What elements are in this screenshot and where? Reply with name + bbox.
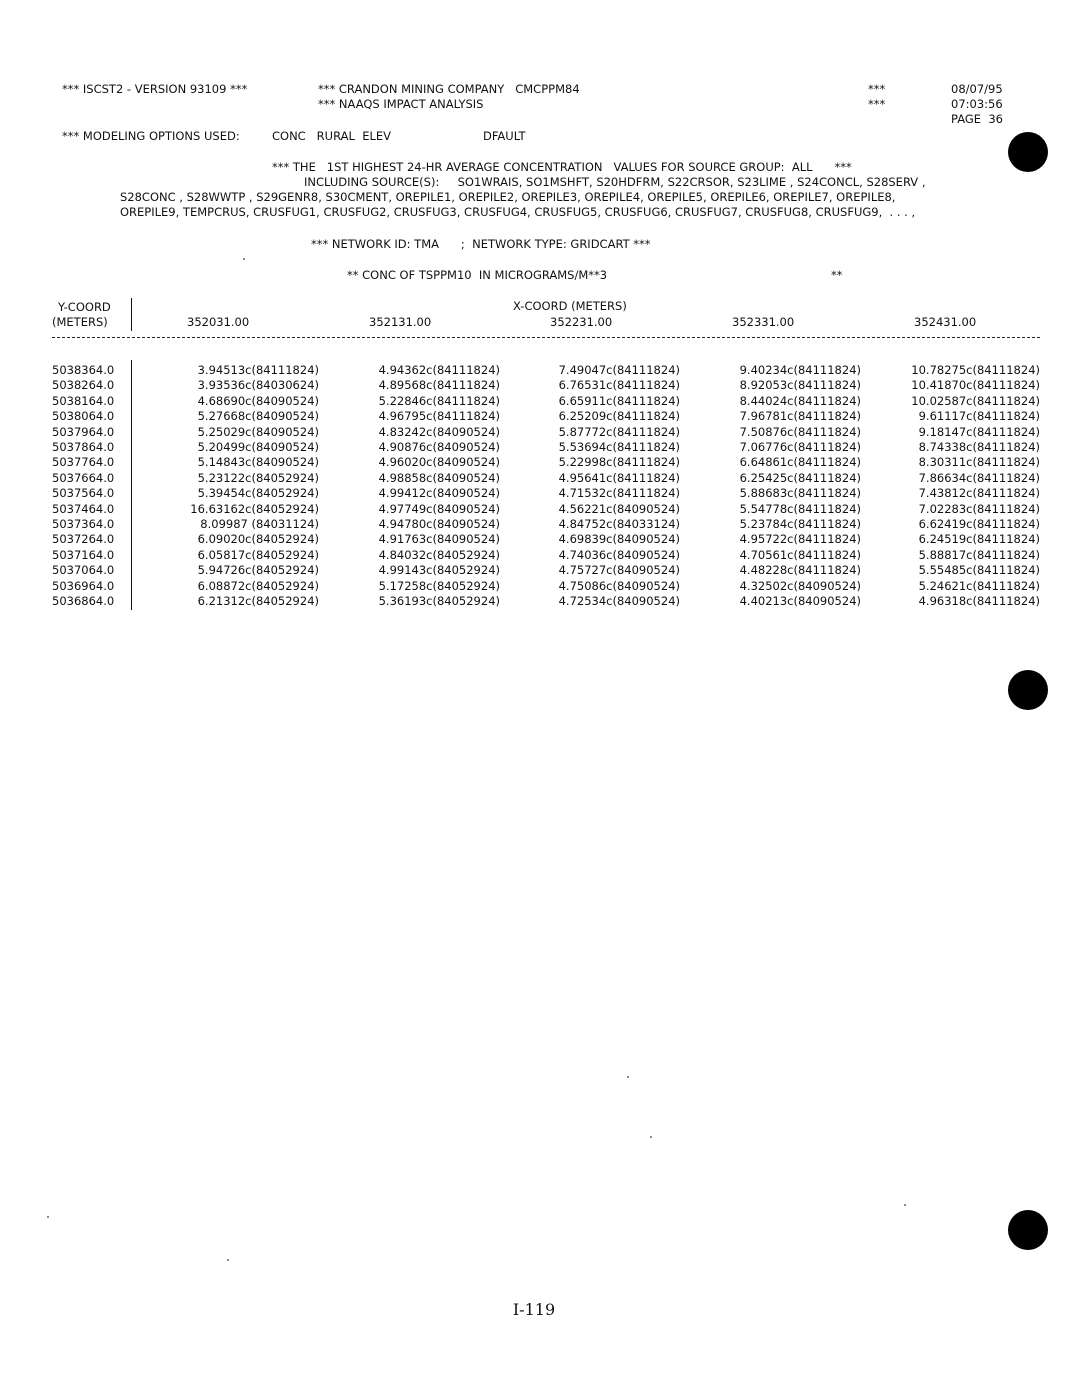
- concentration-cell: 5.87772c(84111824): [558, 424, 680, 439]
- concentration-cell: 5.14843c(84090524): [197, 455, 319, 470]
- x-value-1: 352031.00: [187, 315, 250, 329]
- concentration-cell: 5.88683c(84111824): [739, 486, 861, 501]
- concentration-cell: 4.69839c(84090524): [558, 532, 680, 547]
- concentration-cell: 8.44024c(84111824): [739, 393, 861, 408]
- concentration-cell: 9.61117c(84111824): [918, 409, 1040, 424]
- y-coord-cell: 5038164.0: [52, 393, 115, 408]
- concentration-cell: 4.84032c(84052924): [378, 547, 500, 562]
- y-coord-cell: 5037364.0: [52, 517, 115, 531]
- concentration-cell: 5.94726c(84052924): [197, 563, 319, 578]
- concentration-cell: 7.86634c(84111824): [918, 470, 1040, 485]
- x-value-3: 352231.00: [550, 315, 613, 329]
- scan-speck: [904, 1204, 906, 1206]
- concentration-cell: 7.43812c(84111824): [918, 486, 1040, 501]
- concentration-cell: 5.20499c(84090524): [197, 440, 319, 454]
- concentration-cell: 5.23784c(84111824): [739, 517, 861, 531]
- run-time: 07:03:56: [951, 97, 1003, 111]
- header-dashed-rule: [52, 337, 1040, 338]
- concentration-cell: 4.96318c(84111824): [918, 594, 1040, 608]
- sources-line-2: S28CONC , S28WWTP , S29GENR8, S30CMENT, OREPILE1, OREPILE2, OREPILE3, OREPILE4, OREPILE5, OREPILE6, OREPILE7, OREPILE8,: [120, 190, 896, 204]
- scan-speck: [243, 258, 245, 260]
- concentration-cell: 6.62419c(84111824): [918, 517, 1040, 531]
- concentration-cell: 10.02587c(84111824): [911, 393, 1040, 408]
- x-value-5: 352431.00: [914, 315, 977, 329]
- concentration-cell: 5.27668c(84090524): [197, 409, 319, 424]
- punch-hole-top: [1008, 132, 1048, 172]
- network-line: *** NETWORK ID: TMA ; NETWORK TYPE: GRIDCART ***: [311, 237, 651, 251]
- y-coord-cell: 5037864.0: [52, 440, 115, 454]
- scan-speck: [227, 1259, 229, 1261]
- concentration-cell: 4.40213c(84090524): [739, 594, 861, 608]
- concentration-cell: 5.22846c(84111824): [378, 393, 500, 408]
- concentration-cell: 5.53694c(84111824): [558, 440, 680, 454]
- concentration-cell: 5.22998c(84111824): [558, 455, 680, 470]
- including-sources: INCLUDING SOURCE(S): SO1WRAIS, SO1MSHFT, S20HDFRM, S22CRSOR, S23LIME , S24CONCL, S28SERV ,: [304, 175, 926, 189]
- concentration-cell: 9.40234c(84111824): [739, 363, 861, 377]
- concentration-cell: 4.91763c(84090524): [378, 532, 500, 547]
- concentration-cell: 4.95722c(84111824): [739, 532, 861, 547]
- concentration-cell: 6.76531c(84111824): [558, 378, 680, 393]
- concentration-cell: 4.95641c(84111824): [558, 470, 680, 485]
- concentration-cell: 7.02283c(84111824): [918, 501, 1040, 516]
- concentration-cell: 5.55485c(84111824): [918, 563, 1040, 578]
- concentration-cell: 6.64861c(84111824): [739, 455, 861, 470]
- analysis-line: *** NAAQS IMPACT ANALYSIS: [318, 97, 484, 111]
- page-number: I-119: [512, 1300, 556, 1319]
- concentration-cell: 4.99412c(84090524): [378, 486, 500, 501]
- program-version: *** ISCST2 - VERSION 93109 ***: [62, 82, 248, 96]
- concentration-cell: 5.24621c(84111824): [918, 578, 1040, 593]
- concentration-cell: 3.94513c(84111824): [197, 363, 319, 377]
- concentration-cell: 5.25029c(84090524): [197, 424, 319, 439]
- scan-speck: [47, 1216, 49, 1218]
- concentration-cell: 4.94362c(84111824): [378, 363, 500, 377]
- header-stars-1: ***: [868, 82, 886, 96]
- concentration-cell: 4.96795c(84111824): [378, 409, 500, 424]
- y-coord-cell: 5038064.0: [52, 409, 115, 424]
- concentration-cell: 4.48228c(84111824): [739, 563, 861, 578]
- concentration-cell: 4.75086c(84090524): [558, 578, 680, 593]
- scan-speck: [627, 1076, 629, 1078]
- concentration-cell: 7.49047c(84111824): [558, 363, 680, 377]
- concentration-cell: 5.88817c(84111824): [918, 547, 1040, 562]
- punch-hole-bottom: [1008, 1210, 1048, 1250]
- conc-units-line: ** CONC OF TSPPM10 IN MICROGRAMS/M**3: [347, 268, 608, 282]
- concentration-cell: 7.06776c(84111824): [739, 440, 861, 454]
- concentration-title: *** THE 1ST HIGHEST 24-HR AVERAGE CONCENTRATION VALUES FOR SOURCE GROUP: ALL ***: [272, 160, 852, 174]
- y-coord-cell: 5037264.0: [52, 532, 115, 547]
- options-dfault: DFAULT: [483, 129, 526, 143]
- concentration-cell: 5.54778c(84111824): [739, 501, 861, 516]
- run-date: 08/07/95: [951, 82, 1003, 96]
- concentration-cell: 6.08872c(84052924): [197, 578, 319, 593]
- concentration-cell: 6.09020c(84052924): [197, 532, 319, 547]
- concentration-cell: 4.90876c(84090524): [378, 440, 500, 454]
- concentration-cell: 4.83242c(84090524): [378, 424, 500, 439]
- concentration-cell: 4.96020c(84090524): [378, 455, 500, 470]
- concentration-cell: 7.50876c(84111824): [739, 424, 861, 439]
- y-coord-cell: 5038264.0: [52, 378, 115, 393]
- y-coord-cell: 5037464.0: [52, 501, 115, 516]
- concentration-cell: 4.71532c(84111824): [558, 486, 680, 501]
- concentration-cell: 8.74338c(84111824): [918, 440, 1040, 454]
- x-value-4: 352331.00: [732, 315, 795, 329]
- y-coord-cell: 5036964.0: [52, 578, 115, 593]
- concentration-cell: 4.72534c(84090524): [558, 594, 680, 608]
- punch-hole-middle: [1008, 670, 1048, 710]
- concentration-cell: 4.70561c(84111824): [739, 547, 861, 562]
- scan-speck: [650, 1136, 652, 1138]
- y-coord-cell: 5037064.0: [52, 563, 115, 578]
- concentration-cell: 3.93536c(84030624): [197, 378, 319, 393]
- concentration-cell: 4.74036c(84090524): [558, 547, 680, 562]
- concentration-cell: 16.63162c(84052924): [190, 501, 319, 516]
- concentration-cell: 4.32502c(84090524): [739, 578, 861, 593]
- concentration-cell: 6.25209c(84111824): [558, 409, 680, 424]
- concentration-cell: 4.94780c(84090524): [378, 517, 500, 531]
- concentration-cell: 5.36193c(84052924): [378, 594, 500, 608]
- concentration-cell: 6.21312c(84052924): [197, 594, 319, 608]
- concentration-cell: 9.18147c(84111824): [918, 424, 1040, 439]
- concentration-cell: 4.89568c(84111824): [378, 378, 500, 393]
- concentration-cell: 4.56221c(84090524): [558, 501, 680, 516]
- concentration-cell: 6.65911c(84111824): [558, 393, 680, 408]
- concentration-cell: 5.23122c(84052924): [197, 470, 319, 485]
- concentration-cell: 8.09987 (84031124): [200, 517, 319, 531]
- concentration-cell: 4.97749c(84090524): [378, 501, 500, 516]
- concentration-cell: 5.17258c(84052924): [378, 578, 500, 593]
- y-coord-cell: 5037564.0: [52, 486, 115, 501]
- concentration-cell: 6.25425c(84111824): [739, 470, 861, 485]
- concentration-cell: 10.41870c(84111824): [911, 378, 1040, 393]
- concentration-cell: 10.78275c(84111824): [911, 363, 1040, 377]
- y-coord-cell: 5037164.0: [52, 547, 115, 562]
- y-coord-cell: 5038364.0: [52, 363, 115, 377]
- concentration-cell: 4.75727c(84090524): [558, 563, 680, 578]
- y-coord-cell: 5037964.0: [52, 424, 115, 439]
- concentration-cell: 8.30311c(84111824): [918, 455, 1040, 470]
- header-stars-2: ***: [868, 97, 886, 111]
- ymeters-label: (METERS): [52, 315, 108, 329]
- y-coord-cell: 5037664.0: [52, 470, 115, 485]
- concentration-cell: 4.98858c(84090524): [378, 470, 500, 485]
- xcoord-label: X-COORD (METERS): [513, 299, 627, 313]
- x-value-2: 352131.00: [369, 315, 432, 329]
- concentration-cell: 6.05817c(84052924): [197, 547, 319, 562]
- concentration-cell: 4.84752c(84033124): [558, 517, 680, 531]
- concentration-cell: 8.92053c(84111824): [739, 378, 861, 393]
- y-coord-cell: 5037764.0: [52, 455, 115, 470]
- concentration-cell: 7.96781c(84111824): [739, 409, 861, 424]
- options-values: CONC RURAL ELEV: [272, 129, 392, 143]
- options-label: *** MODELING OPTIONS USED:: [62, 129, 240, 143]
- header-divider: [131, 298, 132, 331]
- company-line: *** CRANDON MINING COMPANY CMCPPM84: [318, 82, 580, 96]
- concentration-cell: 5.39454c(84052924): [197, 486, 319, 501]
- concentration-cell: 4.99143c(84052924): [378, 563, 500, 578]
- page-label: PAGE 36: [951, 112, 1003, 126]
- conc-stars: **: [831, 268, 843, 282]
- sources-line-3: OREPILE9, TEMPCRUS, CRUSFUG1, CRUSFUG2, CRUSFUG3, CRUSFUG4, CRUSFUG5, CRUSFUG6, CRUSFUG7, CRUSFUG8, CRUSFUG9, . . . ,: [120, 205, 916, 219]
- ycoord-label: Y-COORD: [58, 300, 111, 314]
- concentration-cell: 6.24519c(84111824): [918, 532, 1040, 547]
- concentration-cell: 4.68690c(84090524): [197, 393, 319, 408]
- y-coord-cell: 5036864.0: [52, 594, 115, 608]
